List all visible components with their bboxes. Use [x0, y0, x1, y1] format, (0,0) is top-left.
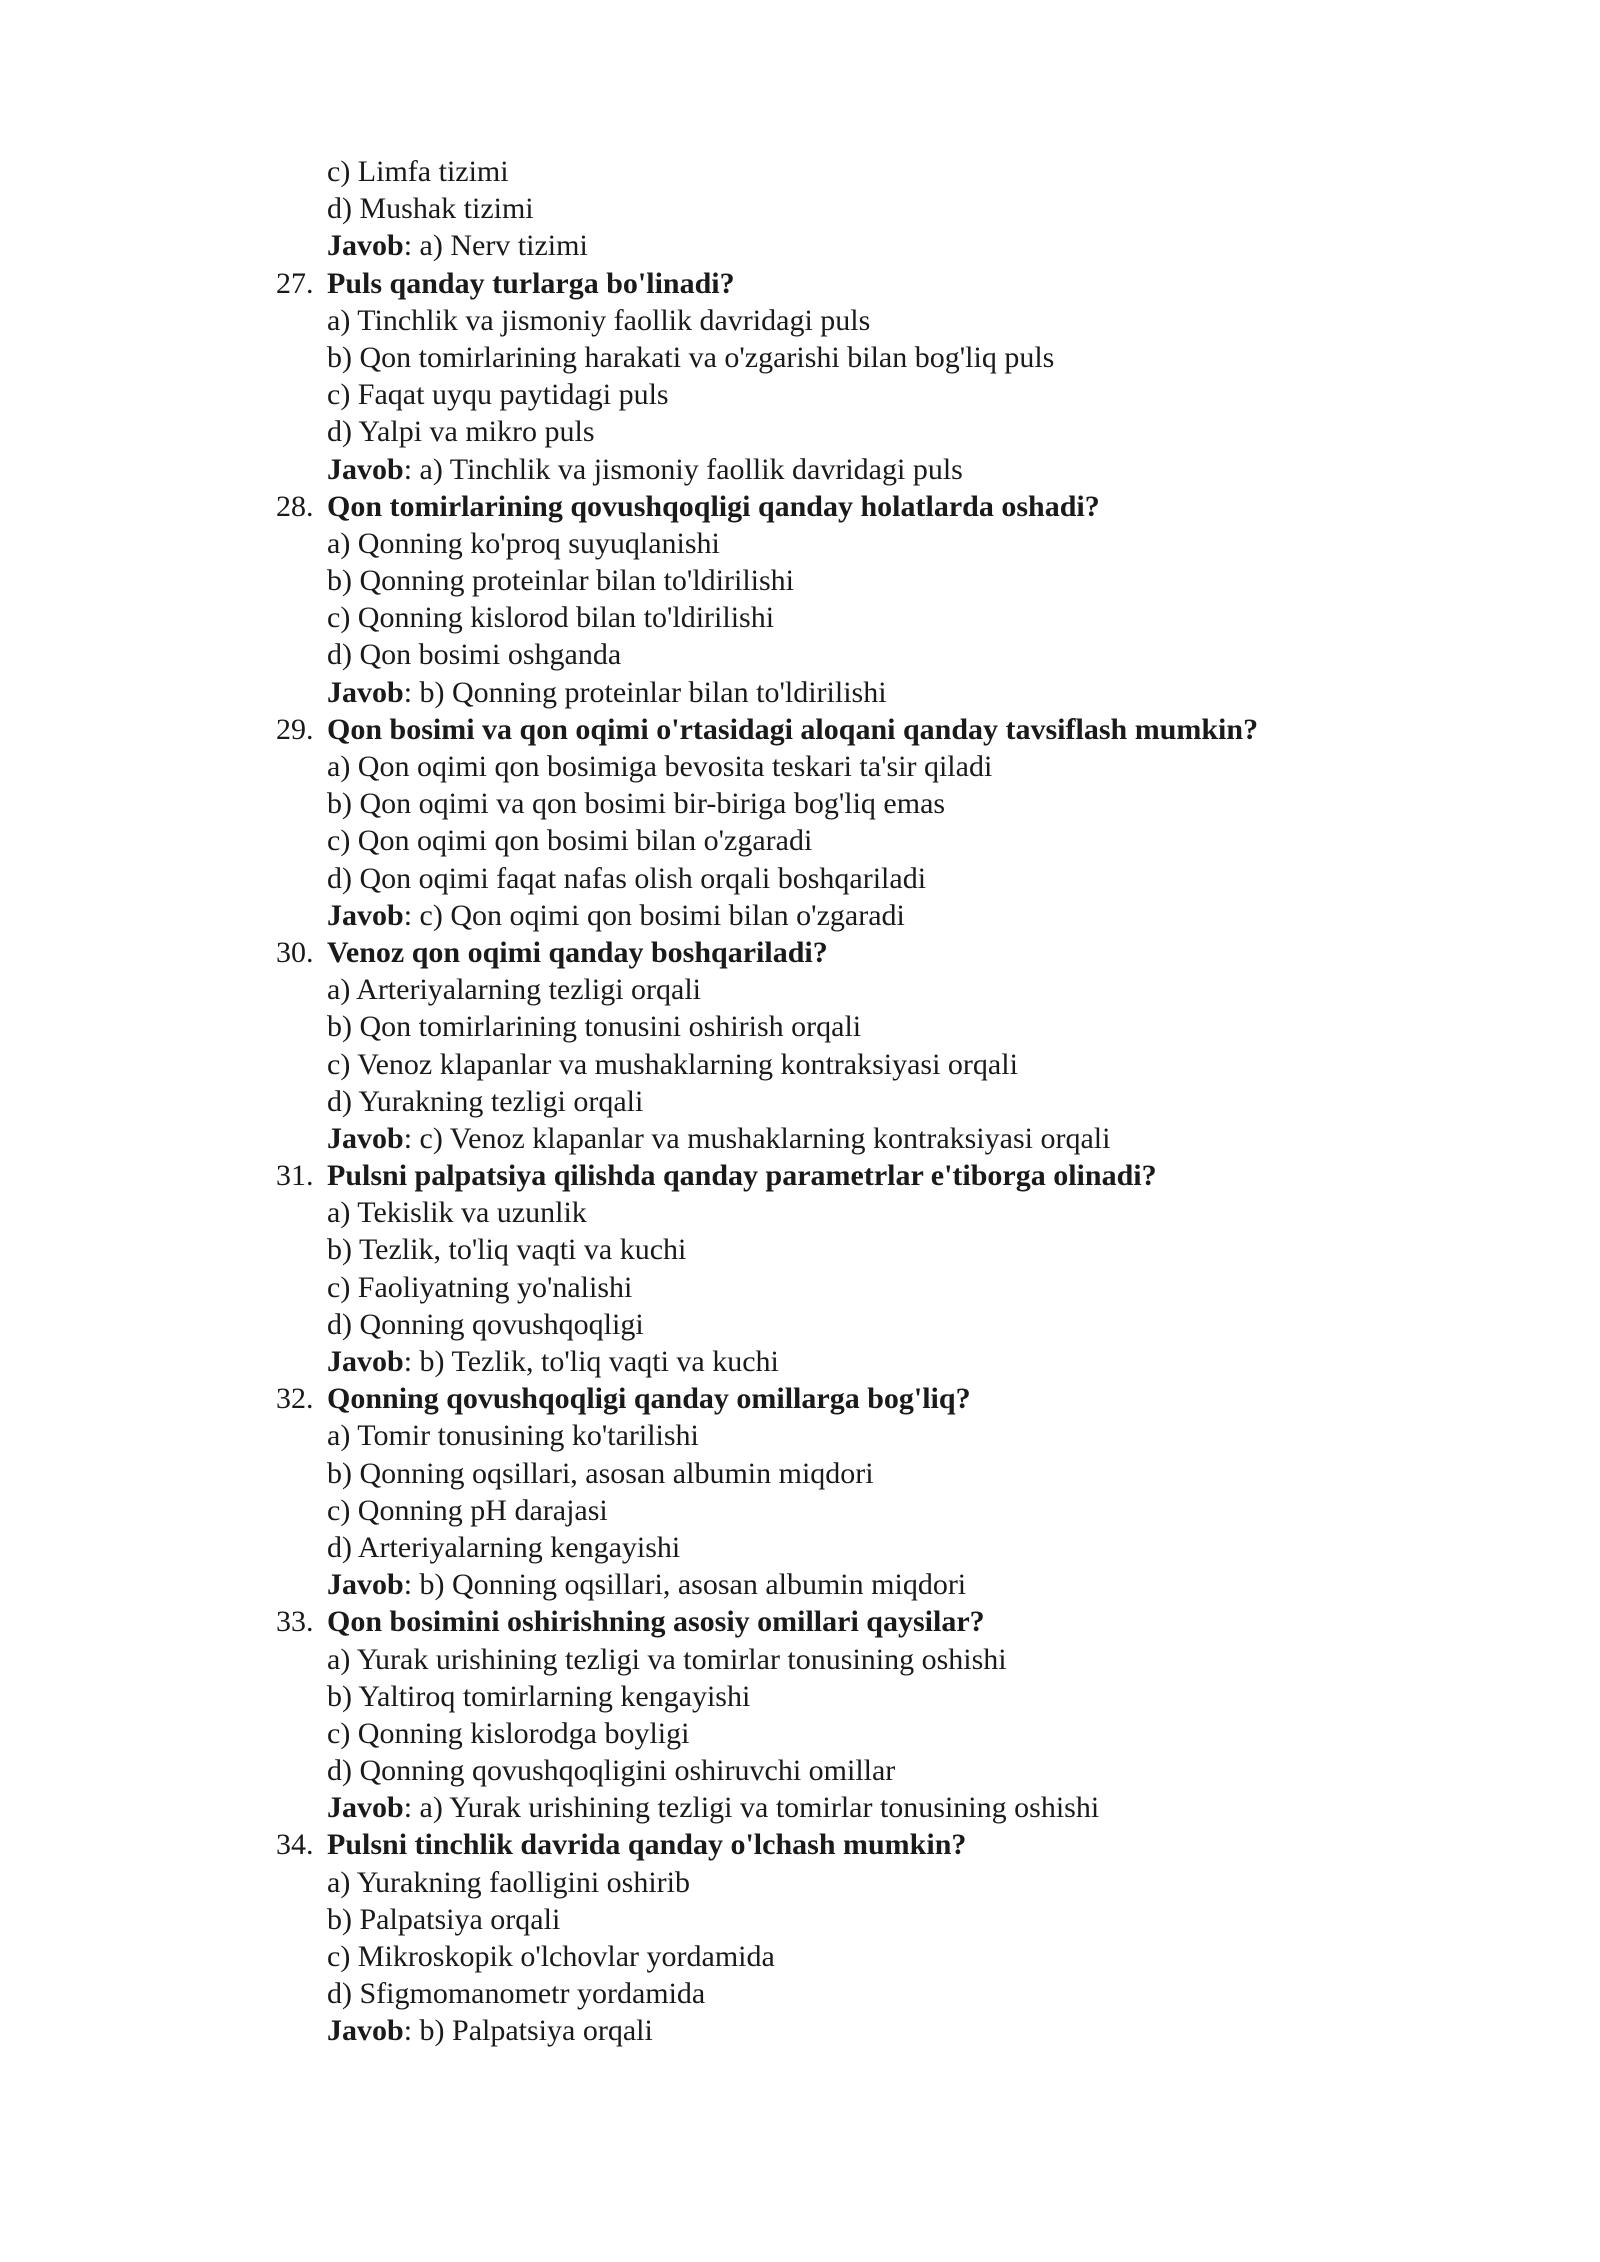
answer-separator: : [403, 1121, 420, 1155]
option-line: b) Qon tomirlarining tonusini oshirish orqali [327, 1010, 862, 1044]
question-34 [0, 1826, 1600, 2049]
question-30 [0, 934, 1600, 1157]
option-line: d) Arteriyalarning kengayishi [327, 1530, 681, 1564]
answer-text: a) Yurak urishining tezligi va tomirlar tonusining oshishi [419, 1791, 1100, 1825]
answer-line [0, 451, 1600, 488]
document-page [0, 153, 1600, 2050]
option-line: d) Qon bosimi oshganda [327, 638, 622, 672]
answer-line [0, 1789, 1600, 1826]
answer-text: b) Qonning oqsillari, asosan albumin miqdori [419, 1568, 967, 1602]
answer-label: Javob [327, 1568, 404, 1602]
answer-label: Javob [327, 898, 404, 932]
answer-separator: : [403, 898, 420, 932]
option-line: a) Yurak urishining tezligi va tomirlar tonusining oshishi [327, 1642, 1007, 1676]
answer-label: Javob [327, 1791, 404, 1825]
question-line [0, 1603, 1600, 1640]
question-text: Qon bosimini oshirishning asosiy omillari qaysilar? [327, 1605, 985, 1639]
question-29 [0, 711, 1600, 934]
question-text: Qon tomirlarining qovushqoqligi qanday holatlarda oshadi? [327, 489, 1100, 523]
option-line: c) Qonning pH darajasi [327, 1493, 608, 1527]
option-line: b) Qon oqimi va qon bosimi bir-biriga bog'liq emas [327, 787, 946, 821]
option-line: c) Limfa tizimi [327, 155, 509, 188]
question-number: 31. [276, 1159, 314, 1193]
question-32 [0, 1380, 1600, 1603]
answer-label: Javob [327, 2014, 404, 2048]
option-line: c) Qonning kislorod bilan to'ldirilishi [327, 601, 775, 635]
answer-line [0, 1343, 1600, 1380]
question-number: 29. [276, 712, 314, 746]
option-line: c) Faoliyatning yo'nalishi [327, 1270, 633, 1304]
option-line: c) Venoz klapanlar va mushaklarning kontraksiyasi orqali [327, 1047, 1018, 1081]
answer-label: Javob [327, 1345, 404, 1378]
answer-separator: : [403, 1345, 420, 1378]
question-number: 30. [276, 935, 314, 969]
question-text: Qon bosimi va qon oqimi o'rtasidagi aloqani qanday tavsiflash mumkin? [327, 712, 1259, 746]
question-line [0, 1157, 1600, 1194]
answer-text: a) Nerv tizimi [419, 229, 588, 263]
option-line: c) Faqat uyqu paytidagi puls [327, 378, 669, 412]
question-line [0, 265, 1600, 302]
question-text: Pulsni palpatsiya qilishda qanday parametrlar e'tiborga olinadi? [327, 1159, 1157, 1193]
option-line: a) Yurakning faolligini oshirib [327, 1865, 690, 1899]
option-line: d) Qonning qovushqoqligini oshiruvchi omillar [327, 1754, 896, 1788]
answer-text: c) Venoz klapanlar va mushaklarning kontraksiyasi orqali [419, 1121, 1111, 1155]
question-text: Pulsni tinchlik davrida qanday o'lchash mumkin? [327, 1828, 967, 1862]
question-31 [0, 1157, 1600, 1380]
answer-line [0, 2012, 1600, 2049]
option-line: c) Qon oqimi qon bosimi bilan o'zgaradi [327, 824, 813, 858]
question-line [0, 934, 1600, 971]
option-line: b) Qonning oqsillari, asosan albumin miqdori [327, 1456, 874, 1490]
answer-text: a) Tinchlik va jismoniy faollik davridagi puls [419, 452, 963, 486]
question-number: 32. [276, 1382, 314, 1416]
question-line [0, 488, 1600, 525]
option-line: b) Tezlik, to'liq vaqti va kuchi [327, 1233, 687, 1267]
option-line: d) Qon oqimi faqat nafas olish orqali boshqariladi [327, 861, 927, 895]
question-number: 27. [276, 266, 314, 300]
option-line: d) Yalpi va mikro puls [327, 415, 595, 449]
answer-text: b) Tezlik, to'liq vaqti va kuchi [419, 1345, 779, 1378]
answer-text: c) Qon oqimi qon bosimi bilan o'zgaradi [419, 898, 905, 932]
option-line: c) Qonning kislorodga boyligi [327, 1716, 690, 1750]
option-line: a) Tekislik va uzunlik [327, 1196, 587, 1230]
answer-separator: : [403, 2014, 420, 2048]
question-line [0, 1380, 1600, 1417]
option-line: d) Sfigmomanometr yordamida [327, 1977, 706, 2011]
answer-line [0, 1120, 1600, 1157]
option-line: b) Yaltiroq tomirlarning kengayishi [327, 1679, 751, 1713]
question-text: Qonning qovushqoqligi qanday omillarga bog'liq? [327, 1382, 971, 1416]
answer-separator: : [403, 675, 420, 709]
answer-line [0, 1566, 1600, 1603]
option-line: b) Qon tomirlarining harakati va o'zgarishi bilan bog'liq puls [327, 340, 1055, 374]
option-line: a) Qonning ko'proq suyuqlanishi [327, 526, 720, 560]
answer-text: b) Palpatsiya orqali [419, 2014, 653, 2048]
answer-label: Javob [327, 675, 404, 709]
option-line: d) Qonning qovushqoqligi [327, 1307, 644, 1341]
option-line: d) Yurakning tezligi orqali [327, 1084, 644, 1118]
answer-line [0, 227, 1600, 264]
answer-text: b) Qonning proteinlar bilan to'ldirilishi [419, 675, 887, 709]
answer-label: Javob [327, 1121, 404, 1155]
answer-line [0, 897, 1600, 934]
option-line: a) Tomir tonusining ko'tarilishi [327, 1419, 699, 1453]
question-number: 34. [276, 1828, 314, 1862]
answer-line [0, 674, 1600, 711]
question-line [0, 711, 1600, 748]
question-28 [0, 488, 1600, 711]
question-33 [0, 1603, 1600, 1826]
option-line: a) Qon oqimi qon bosimiga bevosita teskari ta'sir qiladi [327, 750, 993, 783]
answer-separator: : [403, 1568, 420, 1602]
intro-block [0, 153, 1600, 265]
question-27 [0, 265, 1600, 488]
question-text: Venoz qon oqimi qanday boshqariladi? [327, 935, 828, 969]
question-number: 33. [276, 1605, 314, 1639]
answer-separator: : [403, 452, 420, 486]
option-line: a) Arteriyalarning tezligi orqali [327, 973, 702, 1007]
question-text: Puls qanday turlarga bo'linadi? [327, 266, 735, 300]
question-line [0, 1826, 1600, 1863]
answer-label: Javob [327, 452, 404, 486]
answer-separator: : [403, 1791, 420, 1825]
option-line: c) Mikroskopik o'lchovlar yordamida [327, 1940, 775, 1973]
option-line: b) Palpatsiya orqali [327, 1902, 561, 1936]
question-number: 28. [276, 489, 314, 523]
answer-label: Javob [327, 229, 404, 263]
option-line: d) Mushak tizimi [327, 192, 534, 226]
option-line: b) Qonning proteinlar bilan to'ldirilishi [327, 564, 795, 598]
answer-separator: : [403, 229, 420, 263]
option-line: a) Tinchlik va jismoniy faollik davridagi puls [327, 303, 871, 337]
